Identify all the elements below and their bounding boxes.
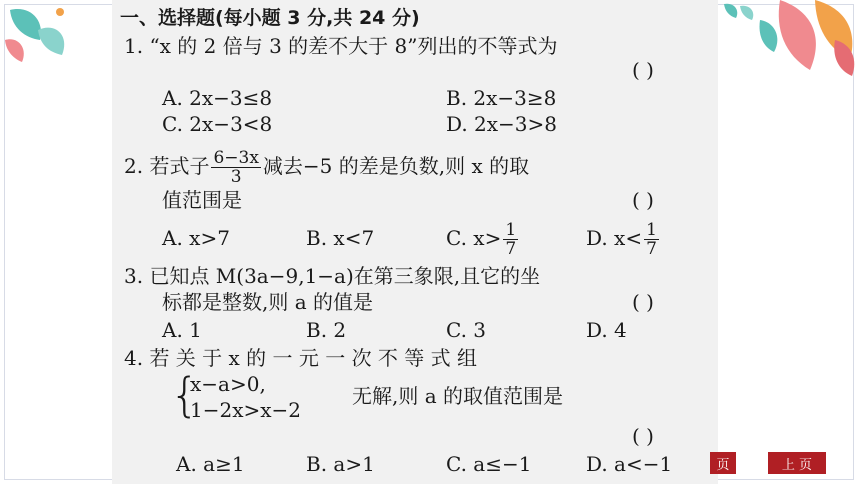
q2-stem-line2: 值范围是 (162, 188, 242, 212)
q3-answer-paren: ( ) (632, 290, 654, 314)
q2-stem-post: 减去−5 的差是负数,则 x 的取 (262, 154, 530, 178)
q2-option-c-pre: C. x> (446, 226, 502, 250)
q2-option-d-pre: D. x< (586, 226, 643, 250)
q2-option-d-numerator: 1 (646, 220, 657, 240)
q2-option-c-numerator: 1 (505, 220, 517, 240)
q4-option-c: C. a≤−1 (446, 452, 532, 476)
q2-fraction-numerator: 6−3x (213, 148, 259, 168)
q2-option-c (446, 218, 520, 258)
q1-option-c: C. 2x−3<8 (162, 112, 273, 136)
q2-option-d (586, 218, 661, 258)
q2-option-d-denominator: 7 (646, 239, 657, 259)
q1-option-a: A. 2x−3≤8 (162, 86, 273, 110)
q4-option-d: D. a<−1 (586, 452, 673, 476)
decorative-leaves-right (740, 0, 860, 80)
q3-option-a: A. 1 (162, 318, 202, 342)
q1-stem: 1. “x 的 2 倍与 3 的差不大于 8”列出的不等式为 (124, 34, 558, 58)
q1-option-d: D. 2x−3>8 (446, 112, 558, 136)
q2-stem-pre: 2. 若式子 (124, 154, 210, 178)
decorative-leaves-left (0, 0, 90, 70)
q1-answer-paren: ( ) (632, 58, 654, 82)
q3-stem: 3. 已知点 M(3a−9,1−a)在第三象限,且它的坐 (124, 264, 541, 288)
q2-answer-paren: ( ) (632, 188, 654, 212)
q2-fraction-denominator: 3 (230, 167, 242, 187)
q2-stem (124, 146, 529, 186)
q4-option-b: B. a>1 (306, 452, 375, 476)
q4-system-line1: x−a>0, (190, 372, 266, 396)
q4-stem: 4. 若 关 于 x 的 一 元 一 次 不 等 式 组 (124, 346, 478, 370)
q4-option-a: A. a≥1 (176, 452, 245, 476)
q2-fraction (211, 149, 260, 186)
prev-page-button[interactable]: 页 (710, 452, 736, 474)
next-page-button[interactable]: 上 页 (768, 452, 826, 474)
section-heading: 一、选择题(每小题 3 分,共 24 分) (120, 7, 420, 29)
q3-option-c: C. 3 (446, 318, 487, 342)
q3-stem-line2: 标都是整数,则 a 的值是 (162, 290, 373, 314)
q2-option-a: A. x>7 (162, 226, 230, 250)
q4-answer-paren: ( ) (632, 424, 654, 448)
q3-option-d: D. 4 (586, 318, 627, 342)
q2-option-c-fraction (503, 221, 518, 258)
q2-option-c-denominator: 7 (505, 239, 517, 259)
q1-option-b: B. 2x−3≥8 (446, 86, 557, 110)
q4-stem-post: 无解,则 a 的取值范围是 (352, 384, 563, 408)
q3-option-b: B. 2 (306, 318, 347, 342)
q4-system-line2: 1−2x>x−2 (190, 398, 302, 422)
q2-option-b: B. x<7 (306, 226, 375, 250)
q2-option-d-fraction (644, 221, 659, 258)
q4-system-brace: { (170, 368, 200, 422)
